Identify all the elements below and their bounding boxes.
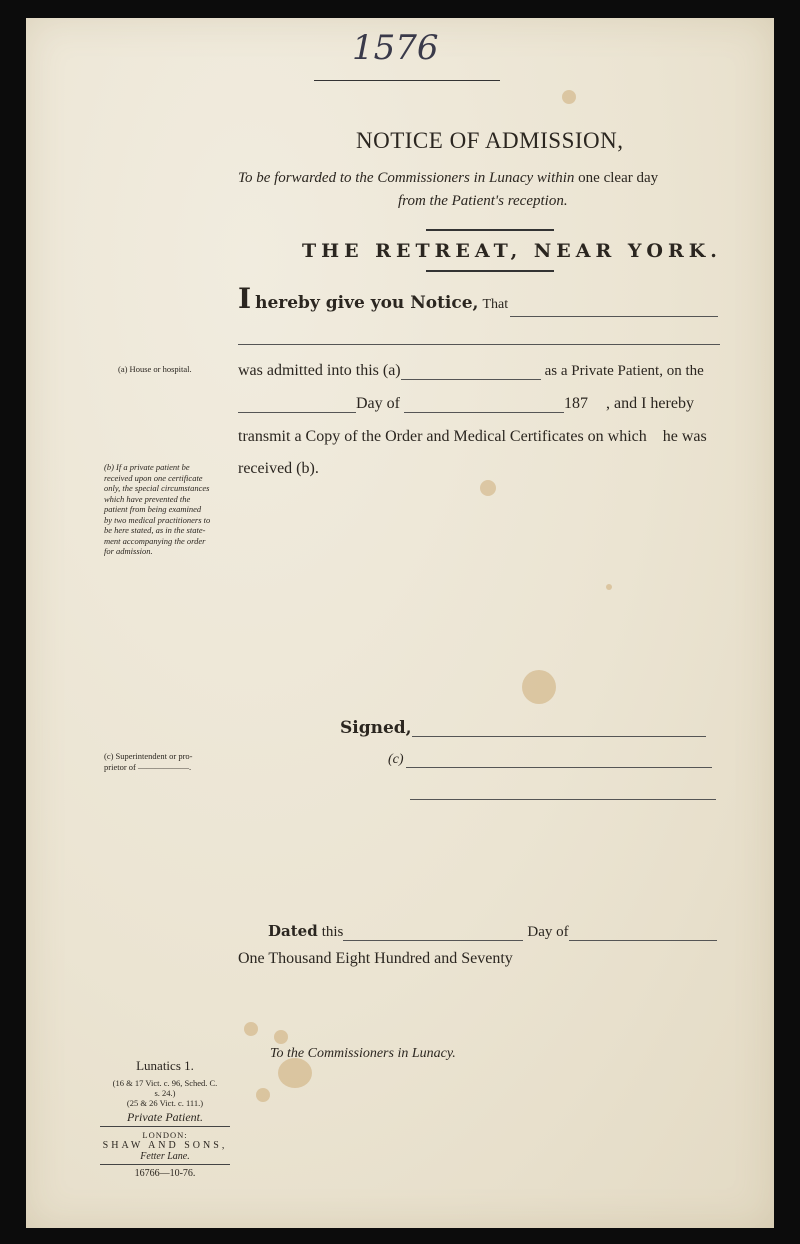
he-was-text: he was [662,428,707,445]
note-line: ment accompanying the order [104,535,206,546]
printer-name: SHAW AND SONS, [102,1140,228,1151]
year-prefix: 187 [563,395,588,412]
note-line: only, the special circumstances [104,483,210,493]
day-of-text: Day of [356,395,400,412]
subtitle-line1 [238,170,738,187]
transmit-line [238,428,718,446]
margin-note-c [104,751,193,773]
signed-label: Signed, [340,718,412,738]
hereby-text: , and I hereby [605,395,694,412]
fill-line [401,365,541,380]
stain [274,1030,288,1044]
subtitle-plain: one clear day [578,170,659,186]
stain [606,584,612,590]
divider [314,80,500,81]
notice-initial: I [238,282,252,315]
printer-address: Fetter Lane. [100,1151,230,1165]
note-line: be here stated, as in the state- [104,525,206,535]
stain [256,1088,270,1102]
fill-line [569,926,717,941]
note-line: by two medical practitioners to [104,514,211,525]
notice-phrase: hereby give you Notice, [255,293,479,313]
note-line: (b) If a private patient be [104,462,190,472]
form-number: Lunatics 1. [136,1058,194,1073]
note-line: (c) Superintendent or pro- [104,751,193,761]
printer-city: LONDON: [142,1130,188,1140]
subtitle-italic: To be forwarded to the Commissioners in Lunacy within [238,170,575,186]
document-sheet [26,18,774,1228]
private-patient-text: as a Private Patient, on the [544,363,704,379]
print-code: 16766—10-76. [134,1168,196,1179]
stain [562,90,576,104]
dated-day-of: Day of [527,924,569,940]
act-reference: s. 24.) [154,1088,176,1098]
day-line [238,395,718,413]
divider [426,270,554,272]
stain [522,670,556,704]
admitted-line [238,362,718,380]
stain [278,1058,312,1088]
dated-year-text: One Thousand Eight Hundred and Seventy [238,950,513,967]
dated-line [268,922,717,941]
dated-this: this [321,924,344,940]
received-line: received (b). [238,460,319,477]
page-title: NOTICE OF ADMISSION, [356,128,624,153]
note-line: received upon one certificate [104,472,203,483]
divider [426,229,554,231]
subtitle-line2: from the Patient's reception. [398,193,568,209]
printer-imprint [100,1058,230,1179]
note-line: prietor of ——————. [104,762,192,772]
form-type: Private Patient. [100,1110,230,1127]
act-reference: (25 & 26 Vict. c. 111.) [126,1098,204,1108]
fill-line [510,316,718,317]
note-line: patient from being examined [104,504,202,514]
signature-line [412,736,706,737]
fill-line [238,398,356,413]
stain [244,1022,258,1036]
notice-that: That [482,297,509,312]
stain [480,480,496,496]
act-reference: (16 & 17 Vict. c. 96, Sched. C. [112,1078,218,1088]
notice-line [238,282,508,315]
fill-line [343,926,523,941]
fill-line [238,344,720,345]
dated-label: Dated [268,922,318,940]
institution-name: THE RETREAT, NEAR YORK. [302,240,722,262]
note-line: which have prevented the [104,493,191,504]
transmit-text: transmit a Copy of the Order and Medical Certificates on which [238,428,647,445]
margin-note-a: (a) House or hospital. [118,364,192,374]
admitted-text: was admitted into this (a) [238,362,401,379]
margin-note-b [104,462,236,557]
handwritten-number: 1576 [352,28,439,68]
fill-line [410,799,716,800]
fill-line [406,767,712,768]
fill-line [404,398,564,413]
note-line: for admission. [104,546,153,556]
addressee: To the Commissioners in Lunacy. [270,1046,456,1061]
signed-c: (c) [388,752,404,767]
